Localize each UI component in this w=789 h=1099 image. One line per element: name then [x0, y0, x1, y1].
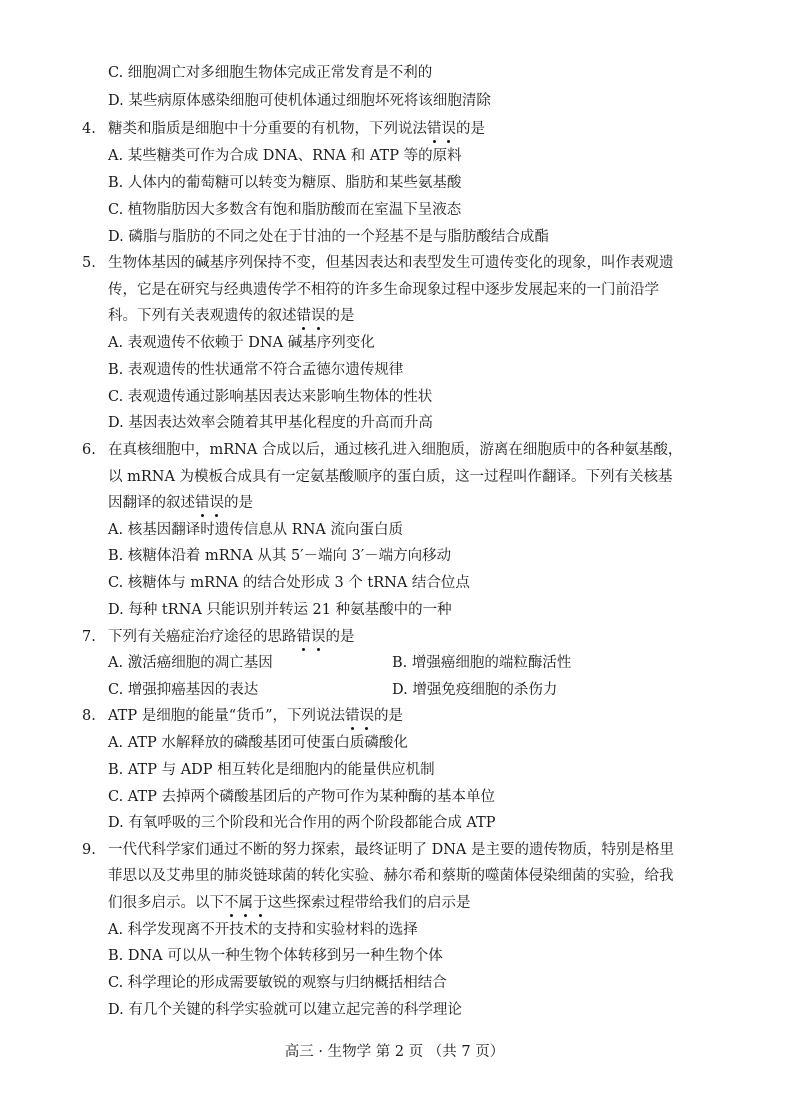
q3-option-d: D. 某些病原体感染细胞可使机体通过细胞坏死将该细胞清除 — [108, 93, 491, 109]
q4-number: 4. — [82, 121, 96, 137]
q8-stem: 8. ATP 是细胞的能量“货币”，下列说法错误的是 — [82, 708, 404, 724]
q9-stem-line2: 菲思以及艾弗里的肺炎链球菌的转化实验、赫尔希和蔡斯的噬菌体侵染细菌的实验，给我 — [108, 868, 674, 884]
q4-stem: 4. 糖类和脂质是细胞中十分重要的有机物，下列说法错误的是 — [82, 121, 485, 137]
q8-option-b: B. ATP 与 ADP 相互转化是细胞内的能量供应机制 — [108, 762, 435, 778]
q7-option-c: C. 增强抑癌基因的表达 — [108, 682, 259, 698]
q5-option-d: D. 基因表达效率会随着其甲基化程度的升高而升高 — [108, 415, 433, 431]
q8-option-a: A. ATP 水解释放的磷酸基团可使蛋白质磷酸化 — [108, 735, 408, 751]
q8-number: 8. — [82, 708, 96, 724]
q5-option-a: A. 表观遗传不依赖于 DNA 碱基序列变化 — [108, 335, 375, 351]
q7-stem: 7. 下列有关癌症治疗途径的思路错误的是 — [82, 629, 355, 645]
q5-stem-line1: 5. 生物体基因的碱基序列保持不变，但基因表达和表型发生可遗传变化的现象，叫作表观遗 — [82, 255, 674, 271]
q3-option-c: C. 细胞凋亡对多细胞生物体完成正常发育是不利的 — [108, 65, 433, 81]
q5-number: 5. — [82, 255, 96, 271]
q9-option-d: D. 有几个关键的科学实验就可以建立起完善的科学理论 — [108, 1002, 462, 1018]
q7-option-b: B. 增强癌细胞的端粒酶活性 — [392, 655, 572, 671]
page-footer: 高三 · 生物学 第 2 页 （共 7 页） — [284, 1044, 505, 1060]
q5-stem-line3: 科。下列有关表观遗传的叙述错误的是 — [108, 308, 355, 324]
q9-stem-line1: 9. 一代代科学家们通过不断的努力探索，最终证明了 DNA 是主要的遗传物质，特别是格里 — [82, 842, 674, 858]
q9-number: 9. — [82, 842, 96, 858]
q7-option-d: D. 增强免疫细胞的杀伤力 — [392, 682, 558, 698]
q9-stem-line3: 们很多启示。以下不属于这些探索过程带给我们的启示是 — [108, 895, 471, 911]
q4-option-b: B. 人体内的葡萄糖可以转变为糖原、脂肪和某些氨基酸 — [108, 175, 462, 191]
q6-stem-line3: 因翻译的叙述错误的是 — [108, 495, 253, 511]
q4-option-c: C. 植物脂肪因大多数含有饱和脂肪酸而在室温下呈液态 — [108, 202, 462, 218]
q5-option-b: B. 表观遗传的性状通常不符合孟德尔遗传规律 — [108, 362, 404, 378]
q8-option-c: C. ATP 去掉两个磷酸基团后的产物可作为某种酶的基本单位 — [108, 789, 496, 805]
q7-number: 7. — [82, 629, 96, 645]
q9-option-b: B. DNA 可以从一种生物个体转移到另一种生物个体 — [108, 948, 443, 964]
q6-number: 6. — [82, 442, 96, 458]
q6-option-b: B. 核糖体沿着 mRNA 从其 5′－端向 3′－端方向移动 — [108, 548, 452, 564]
q7-option-a: A. 激活癌细胞的凋亡基因 — [108, 655, 273, 671]
q6-stem-line1: 6. 在真核细胞中，mRNA 合成以后，通过核孔进入细胞质，游离在细胞质中的各种氨基酸， — [82, 442, 683, 458]
q4-option-d: D. 磷脂与脂肪的不同之处在于甘油的一个羟基不是与脂肪酸结合成酯 — [108, 229, 549, 245]
q8-option-d: D. 有氧呼吸的三个阶段和光合作用的两个阶段都能合成 ATP — [108, 815, 496, 831]
q9-option-c: C. 科学理论的形成需要敏锐的观察与归纳概括相结合 — [108, 975, 447, 991]
q6-option-c: C. 核糖体与 mRNA 的结合处形成 3 个 tRNA 结合位点 — [108, 575, 470, 591]
q6-option-a: A. 核基因翻译时遗传信息从 RNA 流向蛋白质 — [108, 522, 403, 538]
q4-option-a: A. 某些糖类可作为合成 DNA、RNA 和 ATP 等的原料 — [108, 148, 462, 164]
q6-option-d: D. 每种 tRNA 只能识别并转运 21 种氨基酸中的一种 — [108, 602, 452, 618]
q6-stem-line2: 以 mRNA 为模板合成具有一定氨基酸顺序的蛋白质，这一过程叫作翻译。下列有关核基 — [108, 469, 673, 485]
q5-stem-line2: 传，它是在研究与经典遗传学不相符的许多生命现象过程中逐步发展起来的一门前沿学 — [108, 282, 659, 298]
q9-option-a: A. 科学发现离不开技术的支持和实验材料的选择 — [108, 922, 418, 938]
q5-option-c: C. 表观遗传通过影响基因表达来影响生物体的性状 — [108, 389, 433, 405]
